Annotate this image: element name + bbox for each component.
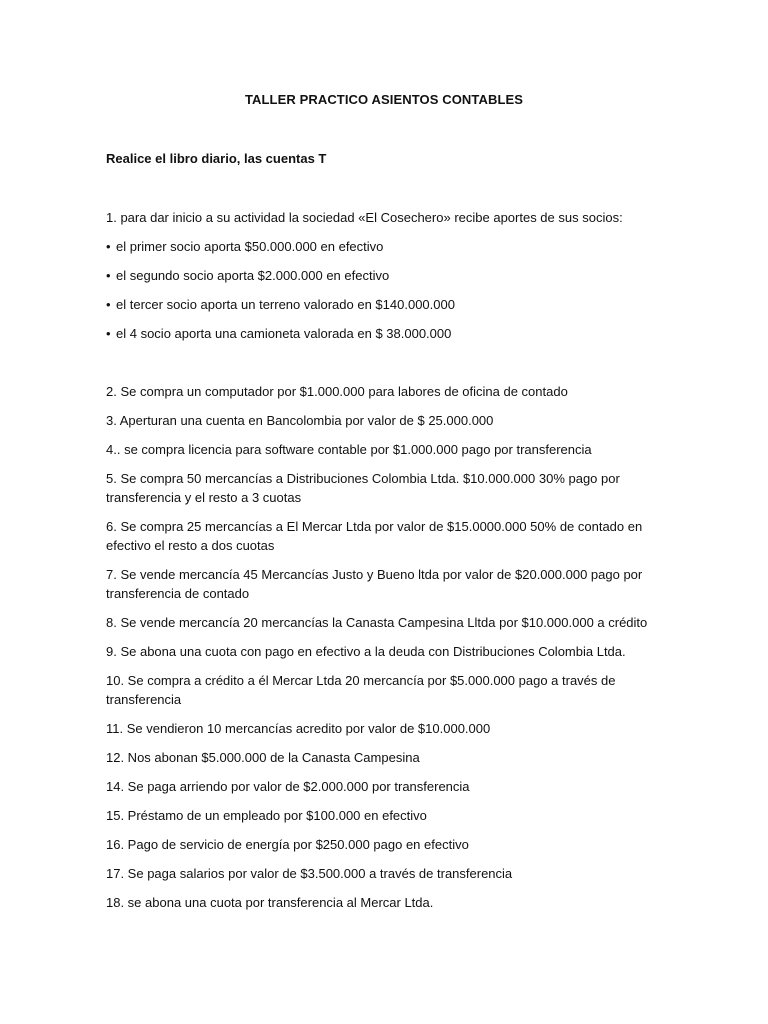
bullet-item xyxy=(106,266,389,285)
document-title: TALLER PRACTICO ASIENTOS CONTABLES xyxy=(244,92,524,107)
item-1-intro: 1. para dar inicio a su actividad la sociedad «El Cosechero» recibe aportes de sus socios: xyxy=(106,210,623,225)
bullet-glyph: • xyxy=(106,268,111,283)
bullet-text: el primer socio aporta $50.000.000 en efectivo xyxy=(116,239,384,254)
list-item: 16. Pago de servicio de energía por $250.000 pago en efectivo xyxy=(106,837,469,852)
list-item: 18. se abona una cuota por transferencia al Mercar Ltda. xyxy=(106,895,434,910)
instruction-text: Realice el libro diario, las cuentas T xyxy=(106,151,327,166)
list-item: 14. Se paga arriendo por valor de $2.000.000 por transferencia xyxy=(106,779,470,794)
list-item: 17. Se paga salarios por valor de $3.500.000 a través de transferencia xyxy=(106,866,513,881)
list-item: 10. Se compra a crédito a él Mercar Ltda 20 mercancía por $5.000.000 pago a través de transferencia xyxy=(106,673,616,707)
bullet-item xyxy=(106,295,455,314)
list-item: 2. Se compra un computador por $1.000.000 para labores de oficina de contado xyxy=(106,384,568,399)
list-item: 3. Aperturan una cuenta en Bancolombia por valor de $ 25.000.000 xyxy=(106,413,494,428)
bullet-text: el segundo socio aporta $2.000.000 en efectivo xyxy=(116,268,390,283)
list-item: 5. Se compra 50 mercancías a Distribuciones Colombia Ltda. $10.000.000 30% pago por transferencia y el resto a 3 cuotas xyxy=(106,471,620,505)
list-item: 11. Se vendieron 10 mercancías acredito por valor de $10.000.000 xyxy=(106,721,491,736)
list-item: 7. Se vende mercancía 45 Mercancías Justo y Bueno ltda por valor de $20.000.000 pago por transferencia de contado xyxy=(106,567,643,601)
bullet-glyph: • xyxy=(106,326,111,341)
bullet-text: el 4 socio aporta una camioneta valorada en $ 38.000.000 xyxy=(116,326,452,341)
list-item: 8. Se vende mercancía 20 mercancías la Canasta Campesina Lltda por $10.000.000 a crédito xyxy=(106,615,648,630)
bullet-item xyxy=(106,237,383,256)
list-item: 15. Préstamo de un empleado por $100.000 en efectivo xyxy=(106,808,427,823)
bullet-glyph: • xyxy=(106,297,111,312)
bullet-item xyxy=(106,324,451,343)
bullet-text: el tercer socio aporta un terreno valorado en $140.000.000 xyxy=(116,297,455,312)
list-item: 4.. se compra licencia para software contable por $1.000.000 pago por transferencia xyxy=(106,442,592,457)
bullet-glyph: • xyxy=(106,239,111,254)
list-item: 6. Se compra 25 mercancías a El Mercar Ltda por valor de $15.0000.000 50% de contado en efectivo el resto a dos cuotas xyxy=(106,519,643,553)
list-item: 12. Nos abonan $5.000.000 de la Canasta Campesina xyxy=(106,750,420,765)
list-item: 9. Se abona una cuota con pago en efectivo a la deuda con Distribuciones Colombia Ltda. xyxy=(106,644,626,659)
